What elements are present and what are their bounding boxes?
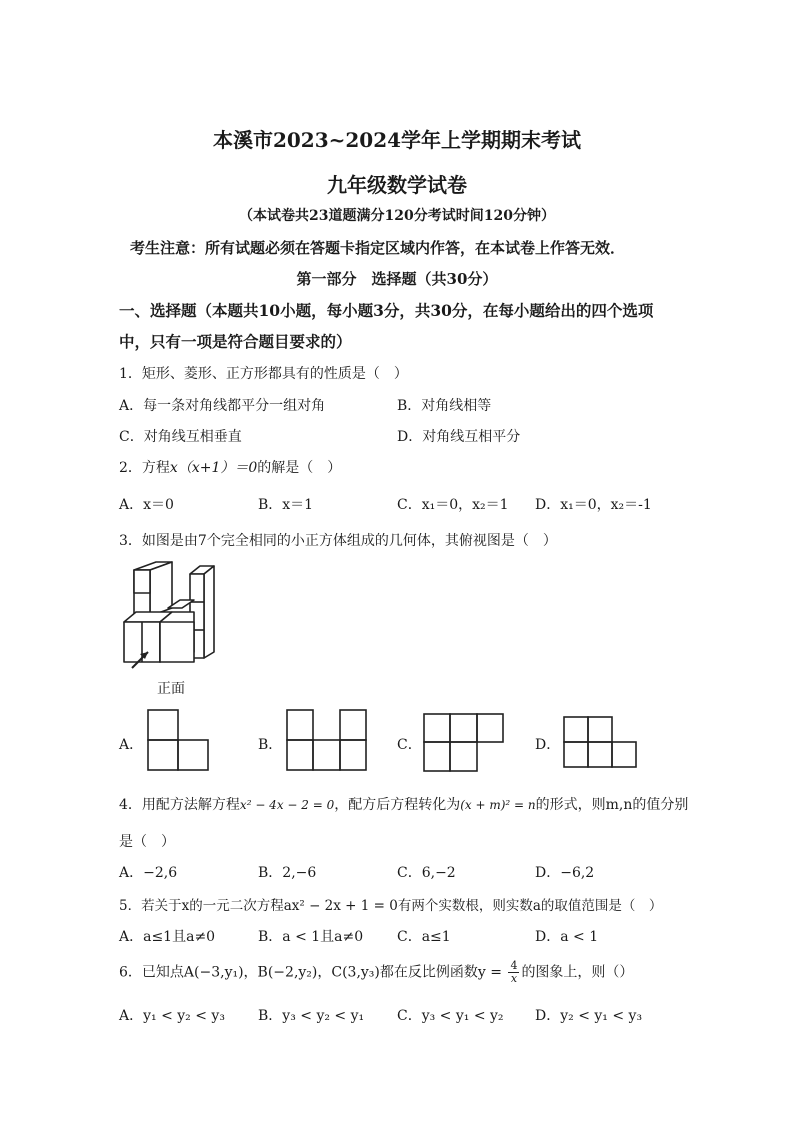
q2-stem-expr: x（x+1）＝0 [169, 460, 258, 476]
q5-stem: 5．若关于x的一元二次方程ax² − 2x + 1 = 0有两个实数根，则实数a的取值范围是（ ） [119, 898, 663, 914]
q3-option-b: B． [258, 737, 283, 753]
q2-stem-post: 的解是（ ） [257, 460, 342, 476]
exam-notice: 考生注意：所有试题必须在答题卡指定区域内作答，在本试卷上作答无效． [130, 239, 626, 257]
q1-option-c: C．对角线互相垂直 [119, 429, 242, 445]
q3-figure-label: 正面 [157, 681, 185, 697]
q3-option-b-figure [286, 709, 368, 771]
q3-option-a-figure [147, 709, 209, 771]
q3-option-d-figure [563, 716, 637, 768]
q2-stem [119, 457, 341, 477]
exam-subtitle: 九年级数学试卷 [327, 173, 467, 197]
q2-option-c: C．x₁＝0，x₂＝1 [397, 497, 509, 513]
q4-option-d: D．−6,2 [535, 865, 595, 881]
q1-option-a: A．每一条对角线都平分一组对角 [119, 398, 326, 414]
q4-stem-line2: 是（ ） [119, 834, 175, 850]
q6-option-a: A．y₁ < y₂ < y₃ [119, 1008, 225, 1024]
q3-option-d: D． [535, 737, 561, 753]
q3-stem: 3．如图是由7个完全相同的小正方体组成的几何体，其俯视图是（ ） [119, 533, 557, 549]
q5-option-c: C．a≤1 [397, 929, 451, 945]
q4-option-c: C．6,−2 [397, 865, 456, 881]
q6-stem-pre: 6．已知点A(−3,y₁)，B(−2,y₂)，C(3,y₃)都在反比例函数y = [119, 964, 502, 981]
q3-option-c-figure [423, 713, 505, 773]
q4-stem-mid: ，配方后方程转化为 [334, 797, 461, 813]
q4-option-a: A．−2,6 [119, 865, 178, 881]
q1-option-d: D．对角线互相平分 [397, 429, 521, 445]
exam-info: （本试卷共23道题满分120分考试时间120分钟） [239, 208, 555, 224]
q5-option-b: B．a < 1且a≠0 [258, 929, 364, 945]
q4-form: (x + m)² = n [460, 798, 536, 812]
q3-option-a: A． [119, 737, 144, 753]
q1-option-b: B．对角线相等 [397, 398, 492, 414]
q4-option-b: B．2,−6 [258, 865, 317, 881]
q5-option-d: D．a < 1 [535, 929, 599, 945]
q4-equation: x² − 4x − 2 = 0 [239, 798, 335, 812]
q3-cube-figure [118, 560, 228, 678]
q6-fraction-numerator: 4 [510, 959, 518, 972]
q6-fraction [508, 960, 519, 985]
q6-fraction-denominator: x [510, 972, 518, 985]
section-instruction-line1: 一、选择题（本题共10小题，每小题3分，共30分，在每小题给出的四个选项 [119, 301, 654, 320]
q2-option-a: A．x＝0 [119, 497, 174, 513]
q2-stem-pre: 2．方程 [119, 460, 170, 476]
q2-option-d: D．x₁＝0，x₂＝-1 [535, 497, 652, 513]
q6-option-b: B．y₃ < y₂ < y₁ [258, 1008, 365, 1024]
q3-option-c: C． [397, 737, 422, 753]
q6-stem [119, 960, 633, 985]
part-heading: 第一部分 选择题（共30分） [296, 270, 498, 288]
q4-stem-pre: 4．用配方法解方程 [119, 797, 240, 813]
q6-option-c: C．y₃ < y₁ < y₂ [397, 1008, 504, 1024]
section-instruction-line2: 中，只有一项是符合题目要求的） [119, 332, 352, 351]
q6-stem-post: 的图象上，则（） [521, 964, 634, 981]
q4-stem [119, 794, 688, 814]
q6-option-d: D．y₂ < y₁ < y₃ [535, 1008, 643, 1024]
q1-stem: 1．矩形、菱形、正方形都具有的性质是（ ） [119, 366, 408, 382]
q5-option-a: A．a≤1且a≠0 [119, 929, 216, 945]
q2-option-b: B．x＝1 [258, 497, 314, 513]
exam-title: 本溪市2023~2024学年上学期期末考试 [212, 128, 582, 152]
q4-stem-post: 的形式，则m,n的值分别 [535, 797, 689, 813]
